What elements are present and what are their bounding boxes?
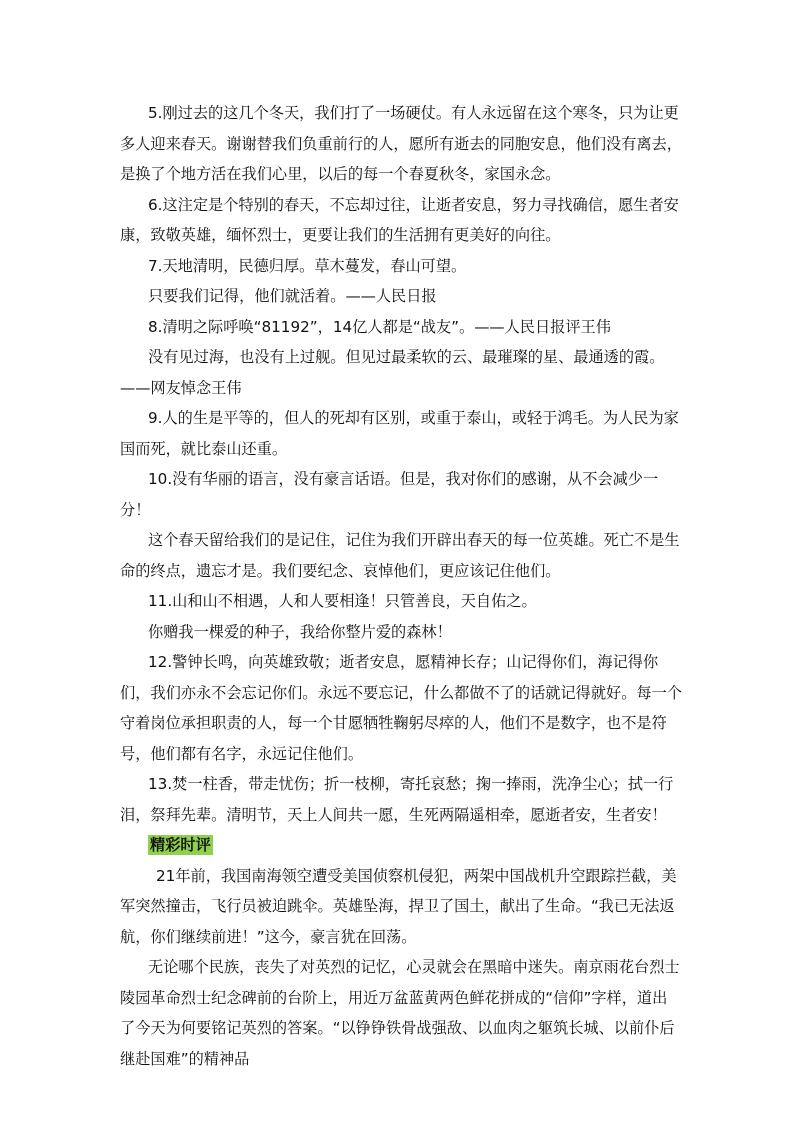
paragraph-9: 9.人的生是平等的，但人的死却有区别，或重于泰山，或轻于鸿毛。为人民为家国而死，就比泰山还重。 [120, 409, 679, 458]
paragraph-6: 6.这注定是个特别的春天，不忘却过往，让逝者安息，努力寻找确信，愿生者安康，致敬英雄，缅怀烈士，更要让我们的生活拥有更美好的向往。 [120, 195, 679, 244]
document-body [120, 98, 682, 1074]
paragraph-11: 11.山和山不相遇，人和人要相逢！只管善良，天自佑之。 [148, 592, 537, 610]
paragraph-5: 5.刚过去的这几个冬天，我们打了一场硬仗。有人永远留在这个寒冬，只为让更多人迎来春天。谢谢替我们负重前行的人，愿所有逝去的同胞安息，他们没有离去，是换了个地方活在我们心里，以后的每一个春夏秋冬，家国永念。 [120, 104, 682, 183]
paragraph-8-quote: 没有见过海，也没有上过舰。但见过最柔软的云、最璀璨的星、最通透的霞。——网友悼念王伟 [120, 348, 665, 397]
section-heading-row [120, 830, 682, 861]
paragraph-7: 7.天地清明，民德归厚。草木蔓发，春山可望。 [148, 256, 467, 275]
commentary-paragraph-1: 21年前，我国南海领空遭受美国侦察机侵犯，两架中国战机升空跟踪拦截，美军突然撞击，飞行员被迫跳伞。英雄坠海，捍卫了国土，献出了生命。“我已无法返航，你们继续前进！”这今，豪言犹在回荡。 [120, 866, 677, 946]
paragraph-7-quote: 只要我们记得，他们就活着。——人民日报 [148, 287, 437, 305]
paragraph-11-quote: 你赠我一棵爱的种子，我给你整片爱的森林！ [148, 622, 452, 641]
section-heading: 精彩时评 [150, 836, 211, 854]
paragraph-8: 8.清明之际呼唤“81192”，14亿人都是“战友”。——人民日报评王伟 [148, 317, 611, 336]
paragraph-13: 13.焚一柱香，带走忧伤；折一枝柳，寄托哀愁；掬一捧雨，洗净尘心；拭一行泪，祭拜先辈。清明节，天上人间共一愿，生死两隔遥相牵，愿逝者安，生者安！ [120, 775, 674, 824]
paragraph-12: 12.警钟长鸣，向英雄致敬；逝者安息，愿精神长存；山记得你们，海记得你们，我们亦永不会忘记你们。永远不要忘记，什么都做不了的话就记得就好。每一个守着岗位承担职责的人，每一个甘愿牺牲鞠躬尽瘁的人，他们不是数字，也不是符号，他们都有名字，永远记住他们。 [120, 653, 682, 763]
paragraph-10-quote: 这个春天留给我们的是记住，记住为我们开辟出春天的每一位英雄。死亡不是生命的终点，遗忘才是。我们要纪念、哀悼他们，更应该记住他们。 [120, 531, 680, 580]
commentary-paragraph-2: 无论哪个民族，丧失了对英烈的记忆，心灵就会在黑暗中迷失。南京雨花台烈士陵园革命烈士纪念碑前的台阶上，用近万盆蓝黄两色鲜花拼成的“信仰”字样，道出了今天为何要铭记英烈的答案。“以铮铮铁骨战强敌、以血肉之躯筑长城、以前仆后继赴国难”的精神品 [120, 958, 680, 1068]
paragraph-10: 10.没有华丽的语言，没有豪言话语。但是，我对你们的感谢，从不会减少一分！ [120, 470, 659, 519]
